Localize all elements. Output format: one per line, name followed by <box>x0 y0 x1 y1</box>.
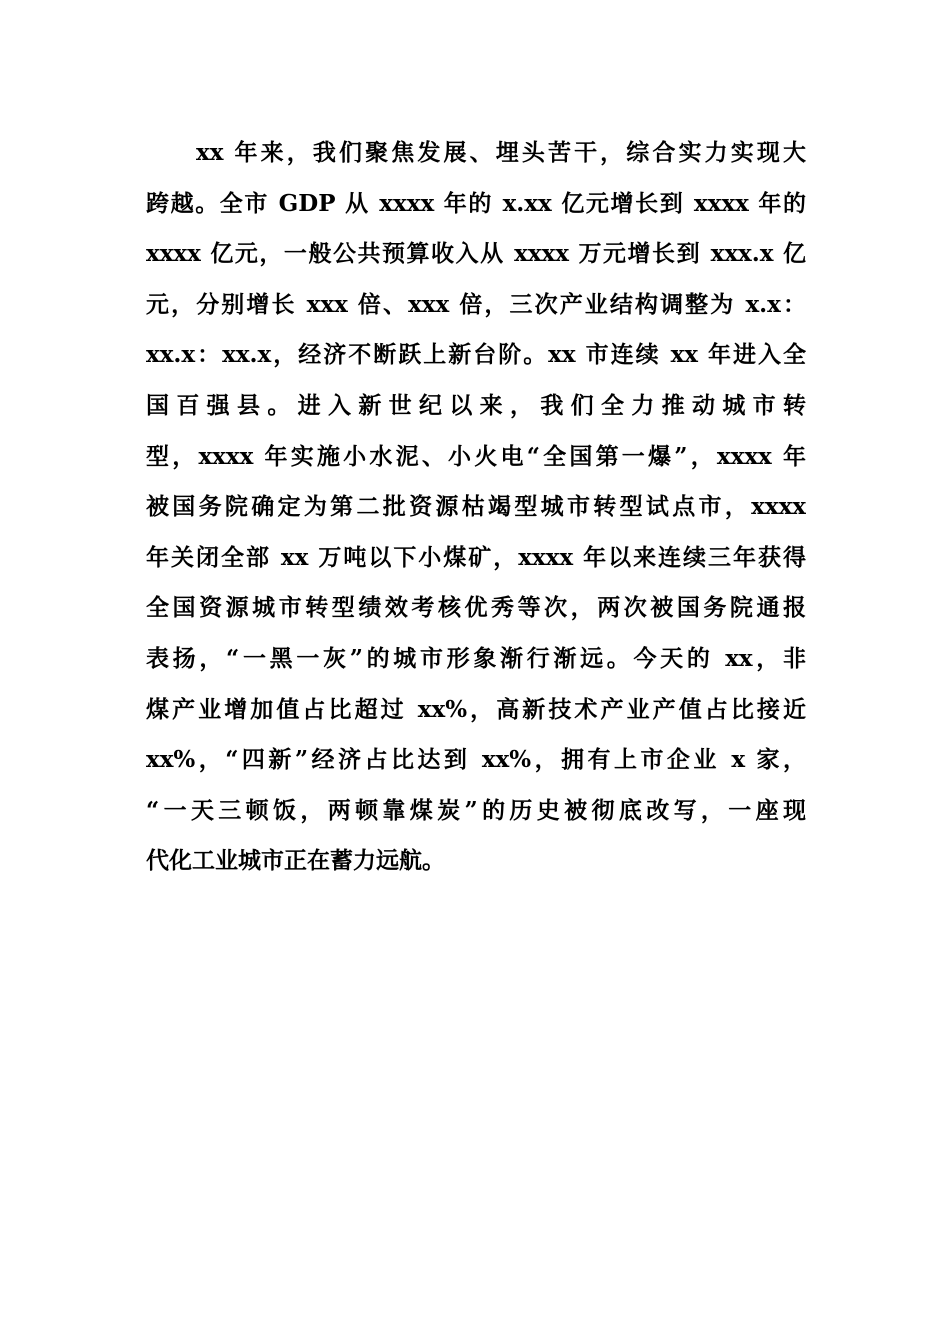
paragraph-line: xx.x：xx.x，经济不断跃上新台阶。xx 市连续 xx 年进入全 <box>146 341 806 369</box>
paragraph-line: 全国资源城市转型绩效考核优秀等次，两次被国务院通报 <box>146 594 806 622</box>
paragraph-line: 元，分别增长 xxx 倍、xxx 倍，三次产业结构调整为 x.x： <box>146 290 806 318</box>
paragraph-line: 被国务院确定为第二批资源枯竭型城市转型试点市，xxxx <box>146 493 806 521</box>
paragraph-line: xx%，“四新”经济占比达到 xx%，拥有上市企业 x 家， <box>146 746 806 774</box>
paragraph-line: 型，xxxx 年实施小水泥、小火电“全国第一爆”，xxxx 年 <box>146 442 806 470</box>
paragraph-line: 跨越。全市 GDP 从 xxxx 年的 x.xx 亿元增长到 xxxx 年的 <box>146 189 806 217</box>
paragraph-line: xxxx 亿元，一般公共预算收入从 xxxx 万元增长到 xxx.x 亿 <box>146 240 806 268</box>
paragraph-line: 表扬，“一黑一灰”的城市形象渐行渐远。今天的 xx，非 <box>146 644 806 672</box>
paragraph-line: 国百强县。进入新世纪以来，我们全力推动城市转 <box>146 391 806 419</box>
paragraph-line: 年关闭全部 xx 万吨以下小煤矿，xxxx 年以来连续三年获得 <box>146 543 806 571</box>
paragraph-line: xx 年来，我们聚焦发展、埋头苦干，综合实力实现大 <box>196 139 806 166</box>
paragraph-line: “一天三顿饭，两顿靠煤炭”的历史被彻底改写，一座现 <box>146 796 806 824</box>
paragraph-line: 代化工业城市正在蓄力远航。 <box>146 847 445 875</box>
paragraph <box>146 128 806 887</box>
paragraph-line: 煤产业增加值占比超过 xx%，高新技术产业产值占比接近 <box>146 695 806 723</box>
